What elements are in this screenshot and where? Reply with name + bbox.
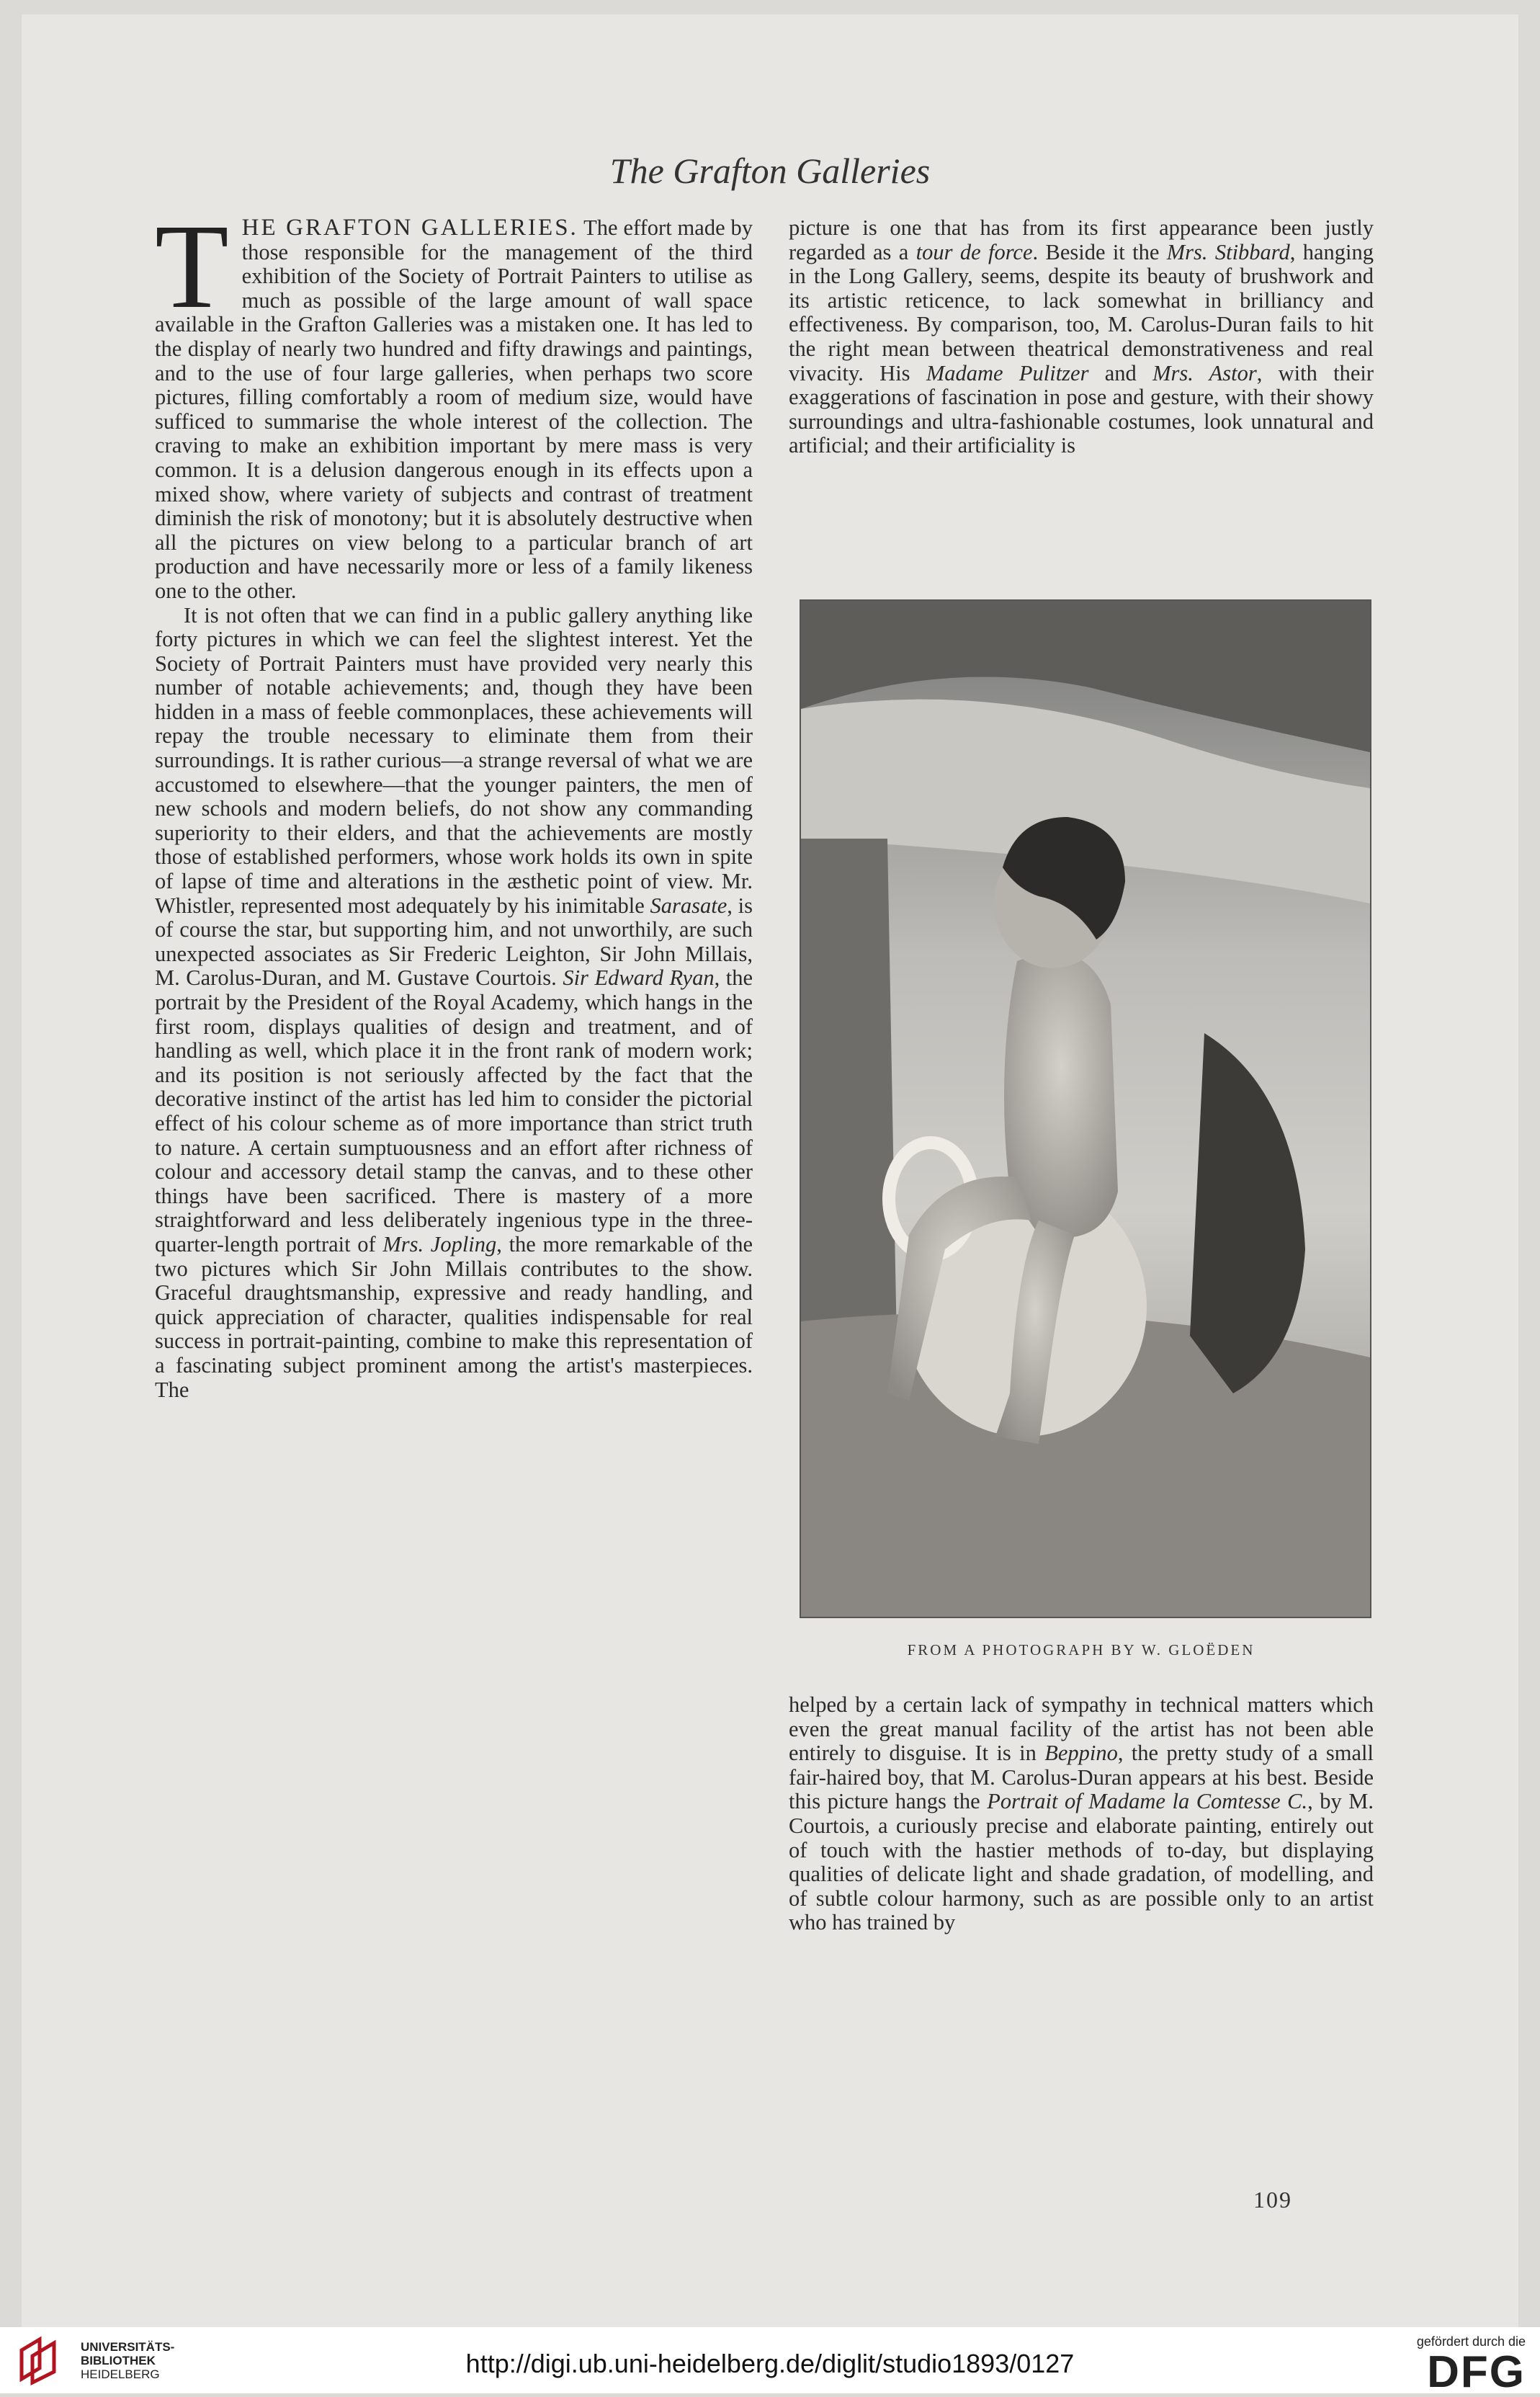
page-number: 109 bbox=[1253, 2187, 1292, 2213]
photo-caption: FROM A PHOTOGRAPH BY W. GLOËDEN bbox=[907, 1641, 1255, 1659]
library-name-line-3: HEIDELBERG bbox=[81, 2367, 160, 2381]
right-text-4: and bbox=[1104, 360, 1137, 385]
right-text-3: , hanging in the Long Gallery, seems, despite its beauty of brushwork and its artistic reticence, to lack somewhat in brilliancy and effectiveness. By comparison, too, M. Carolus-Duran fails to hit the right mean between theatrical demonstrativeness and real vivacity. His bbox=[789, 239, 1374, 385]
photograph-illustration bbox=[801, 601, 1370, 1617]
article-column-right-bottom bbox=[789, 1693, 1374, 1935]
library-name-line-1: UNIVERSITÄTS- bbox=[81, 2340, 175, 2354]
title-mrs-stibbard: Mrs. Stibbard bbox=[1166, 239, 1290, 264]
title-edward-ryan: Sir Edward Ryan bbox=[563, 965, 715, 991]
right-text-2: . Beside it the bbox=[1032, 239, 1160, 264]
funder-text: gefördert durch die bbox=[1416, 2334, 1526, 2349]
right-bottom-text-2: , the pretty study of a small fair-haired boy, that M. Carolus-Duran appears at his best. Beside this picture hangs the bbox=[789, 1741, 1374, 1814]
right-bottom-text-1: helped by a certain lack of sympathy in technical matters which even the great manual facility of the artist has not been able entirely to disguise. It is in bbox=[789, 1692, 1374, 1766]
paragraph-2 bbox=[155, 604, 753, 1403]
article-column-right-top bbox=[789, 216, 1374, 458]
phrase-tour-de-force: tour de force bbox=[916, 239, 1033, 264]
paragraph-1: The effort made by those responsible for the management of the third exhibition of the Society of Portrait Painters to utilise as much as possible of the large amount of wall space available in the Grafton Galleries was a mistaken one. It has led to the display of nearly two hundred and fifty drawings and paintings, and to the use of four large galleries, when perhaps two score pictures, filling comfortably a room of medium size, would have sufficed to summarise the whole interest of the collection. The craving to make an exhibition important by mere mass is very common. It is a delusion dangerous enough in its effects upon a mixed show, where variety of subjects and contrast of treatment diminish the risk of monotony; but it is absolutely destructive when all the pictures on view belong to a particular branch of art production and have necessarily more or less of a family likeness one to the other. bbox=[155, 215, 753, 603]
running-head: The Grafton Galleries bbox=[609, 151, 931, 191]
paragraph-2-text-c: , the portrait by the President of the Royal Academy, which hangs in the first room, displays qualities of design and treatment, and of handling as well, which place it in the front rank of modern work; and its position is not seriously affected by the fact that the decorative instinct of the artist has led him to consider the pictorial effect of his colour scheme as of more importance than strict truth to nature. A certain sumptuousness and an effort after richness of colour and accessory detail stamp the canvas, and to these other things have been sacrificed. There is mastery of a more straightforward and less deliberately ingenious type in the three-quarter-length portrait of bbox=[155, 965, 753, 1256]
paragraph-2-text-d: , the more remarkable of the two pictures which Sir John Millais contributes to the show. Graceful draughtsmanship, expressive and ready handling, and quick appreciation of character, qualities indispensable for real success in portrait-painting, combine to make this representation of a fascinating subject prominent among the artist's masterpieces. The bbox=[155, 1231, 753, 1402]
footer-bar bbox=[0, 2327, 1540, 2397]
title-mrs-astor: Mrs. Astor bbox=[1152, 360, 1257, 385]
right-text-5: , with their exaggerations of fascination in pose and gesture, with their showy surroundings and ultra-fashionable costumes, look unnatural and artificial; and their artificiality is bbox=[789, 360, 1374, 458]
article-column-left bbox=[155, 200, 753, 1402]
title-beppino: Beppino bbox=[1044, 1741, 1118, 1766]
article-heading: HE GRAFTON GALLERIES. bbox=[241, 215, 578, 241]
title-mrs-jopling: Mrs. Jopling bbox=[382, 1231, 497, 1256]
paragraph-2-text-b: , is of course the star, but supporting him, and not unworthily, are such unexpected associates as Sir Frederic Leighton, Sir John Millais, M. Carolus-Duran, and M. Gustave Courtois. bbox=[155, 893, 753, 991]
photograph-boy-with-jar bbox=[800, 599, 1371, 1618]
drop-cap: T bbox=[155, 200, 229, 334]
paragraph-2-text: It is not often that we can find in a public gallery anything like forty pictures in which we can feel the slightest interest. Yet the Society of Portrait Painters must have provided very nearly this number of notable achievements; and, though they have been hidden in a mass of feeble commonplaces, these achievements will repay the trouble necessary to eliminate them from their surroundings. It is rather curious—a strange reversal of what we are accustomed to elsewhere—that the younger painters, the men of new schools and modern beliefs, do not show any commanding superiority to their elders, and that the achievements are mostly those of established performers, whose work holds its own in spite of lapse of time and alterations in the æsthetic point of view. Mr. Whistler, represented most adequately by his inimitable bbox=[155, 602, 753, 918]
title-madame-pulitzer: Madame Pulitzer bbox=[926, 360, 1089, 385]
title-sarasate: Sarasate bbox=[650, 893, 728, 918]
title-portrait-comtesse: Portrait of Madame la Comtesse C. bbox=[987, 1789, 1308, 1814]
right-bottom-text-3: , by M. Courtois, a curiously precise and elaborate painting, entirely out of touch with the hastier methods of to-day, but displaying qualities of delicate light and shade gradation, of modelling, and of subtle colour harmony, such as are possible only to an artist who has trained by bbox=[789, 1789, 1374, 1935]
dfg-logo: DFG bbox=[1427, 2347, 1526, 2397]
right-text-1: picture is one that has from its first appearance been justly regarded as a bbox=[789, 215, 1374, 264]
source-url-link[interactable]: http://digi.ub.uni-heidelberg.de/diglit/studio1893/0127 bbox=[465, 2349, 1075, 2378]
library-name-line-2: BIBLIOTHEK bbox=[81, 2354, 156, 2367]
funder-block bbox=[1367, 2334, 1526, 2396]
